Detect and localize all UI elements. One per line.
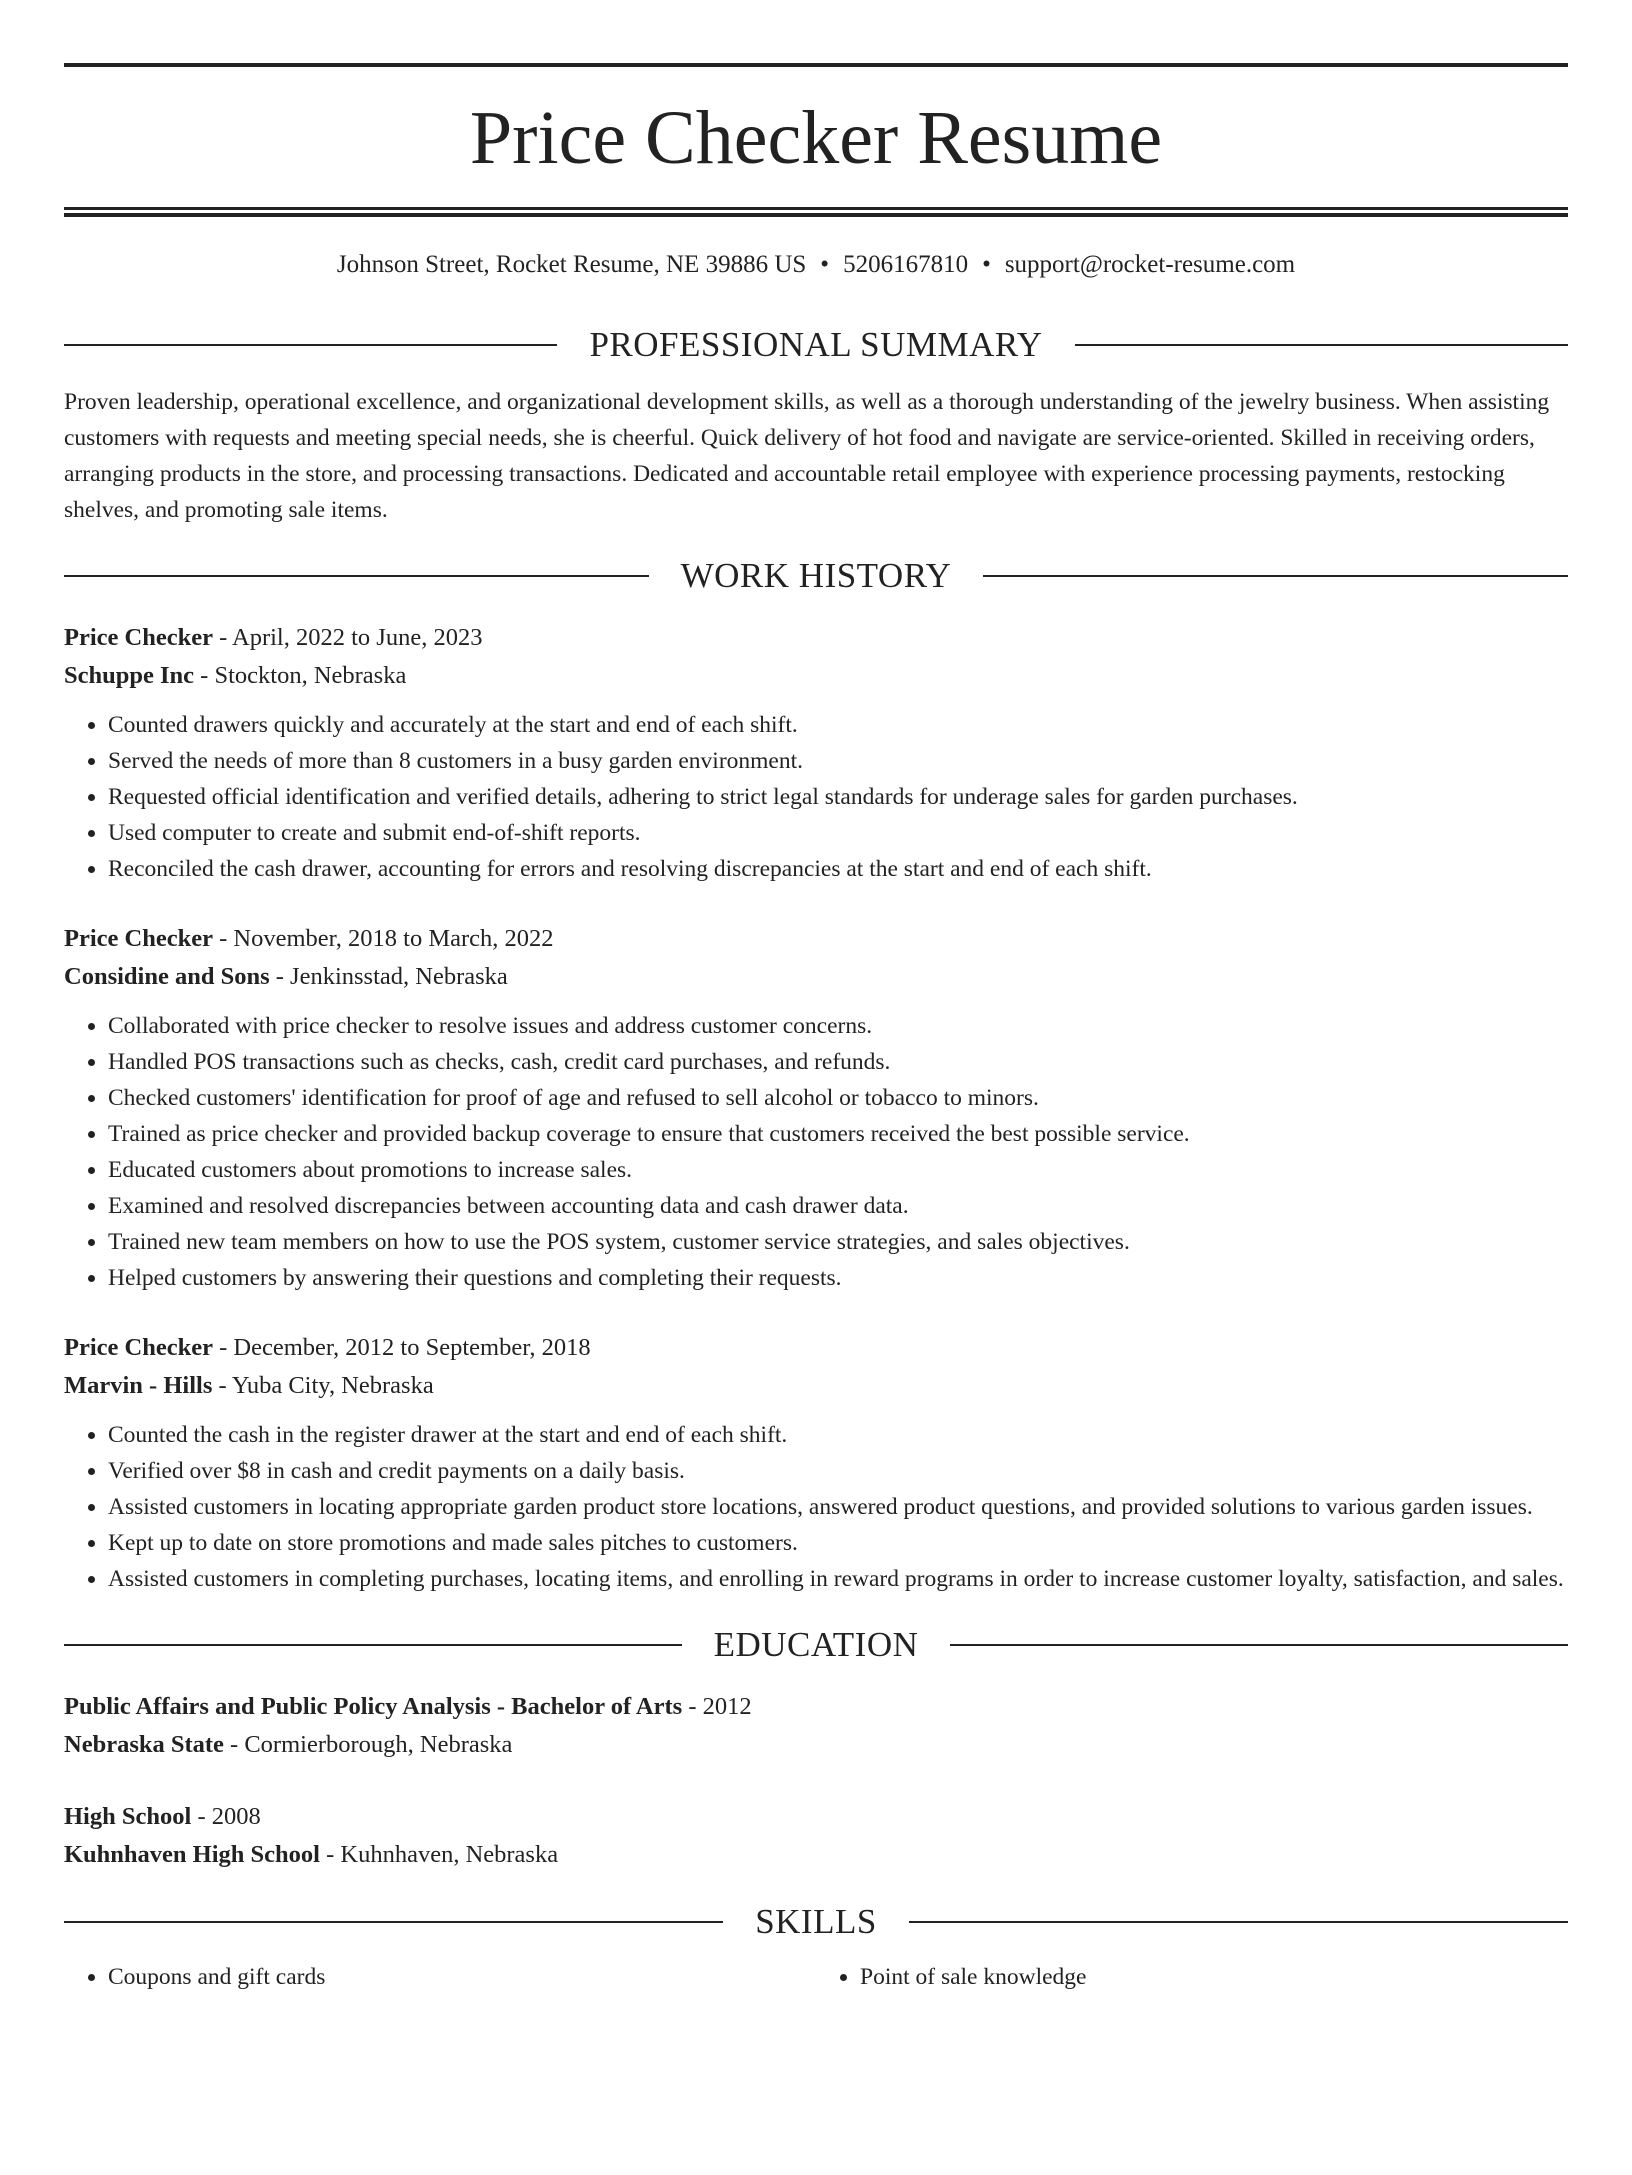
job-bullet: • Used computer to create and submit end-of-shift reports. [108,815,1568,851]
job-bullet: • Trained new team members on how to use the POS system, customer service strategies, and sales objectives. [108,1224,1568,1260]
skills-heading: SKILLS [755,1902,877,1941]
job-title: Price Checker [64,925,213,952]
job-bullet: • Assisted customers in locating appropriate garden product store locations, answered product questions, and provided solutions to various garden issues. [108,1489,1568,1525]
heading-rule-left [64,1921,723,1923]
heading-rule-right [950,1644,1568,1646]
resume-page [64,63,1568,1995]
school-location: - Kuhnhaven, Nebraska [319,1841,559,1868]
job-bullet: • Verified over $8 in cash and credit payments on a daily basis. [108,1453,1568,1489]
job-bullet: • Kept up to date on store promotions and made sales pitches to customers. [108,1525,1568,1561]
job-dates: - December, 2012 to September, 2018 [212,1334,591,1361]
work-heading: WORK HISTORY [680,556,952,595]
skills-section-heading [64,1904,1568,1939]
heading-rule-right [909,1921,1568,1923]
page-title: Price Checker Resume [469,96,1163,180]
school-line [64,1726,1568,1764]
job-company-line [64,1367,1568,1405]
job-bullet: • Handled POS transactions such as checks, cash, credit card purchases, and refunds. [108,1044,1568,1080]
job-company-line [64,958,1568,996]
summary-text: Proven leadership, operational excellence, and organizational development skills, as well as a thorough understanding of the jewelry business. When assisting customers with requests and meeting special needs, she is cheerful. Quick delivery of hot food and navigate are service-oriented. Skilled in receiving orders, arranging products in the store, and processing transactions. Dedicated and accountable retail employee with experience processing payments, restocking shelves, and promoting sale items. [64,389,1550,523]
job-bullet: • Examined and resolved discrepancies between accounting data and cash drawer data. [108,1188,1568,1224]
job-company: Considine and Sons [64,963,270,990]
heading-rule-right [983,575,1568,577]
education-entry [64,1798,1568,1874]
job-bullet: • Collaborated with price checker to resolve issues and address customer concerns. [108,1008,1568,1044]
skills-list [64,1959,1568,1995]
heading-rule-left [64,1644,682,1646]
contact-phone: 5206167810 [843,251,969,278]
contact-separator: • [982,251,991,278]
title-double-rule [64,207,1568,217]
heading-rule-right [1075,344,1568,346]
job-bullet: • Reconciled the cash drawer, accounting for errors and resolving discrepancies at the start and end of each shift. [108,851,1568,887]
job-bullet: • Trained as price checker and provided backup coverage to ensure that customers received the best possible service. [108,1116,1568,1152]
degree-year: - 2008 [191,1803,261,1830]
job-company: Marvin - Hills [64,1372,213,1399]
summary-section-heading [64,327,1568,362]
school-location: - Cormierborough, Nebraska [223,1731,513,1758]
job-bullet: • Counted drawers quickly and accurately at the start and end of each shift. [108,707,1568,743]
job-bullets [64,1417,1568,1597]
work-section-heading [64,558,1568,593]
job-bullet: • Counted the cash in the register drawer at the start and end of each shift. [108,1417,1568,1453]
degree-line [64,1688,1568,1726]
job-company-line [64,657,1568,695]
job-title-line [64,920,1568,958]
degree: Public Affairs and Public Policy Analysis - Bachelor of Arts [64,1693,683,1720]
job-title: Price Checker [64,1334,213,1361]
job-location: - Yuba City, Nebraska [212,1372,434,1399]
education-section-heading [64,1627,1568,1662]
school: Kuhnhaven High School [64,1841,320,1868]
job-dates: - November, 2018 to March, 2022 [212,925,554,952]
job-location: - Stockton, Nebraska [194,662,407,689]
education-heading: EDUCATION [713,1625,919,1664]
contact-email: support@rocket-resume.com [1004,251,1296,278]
job-bullet: • Assisted customers in completing purchases, locating items, and enrolling in reward programs in order to increase customer loyalty, satisfaction, and sales. [108,1561,1568,1597]
education-entry [64,1688,1568,1764]
job-company: Schuppe Inc [64,662,195,689]
job-title-line [64,1329,1568,1367]
job-bullets [64,1008,1568,1296]
job-bullet: • Served the needs of more than 8 customers in a busy garden environment. [108,743,1568,779]
job-entry [64,920,1568,1296]
job-title-line [64,619,1568,657]
job-bullet: • Helped customers by answering their questions and completing their requests. [108,1260,1568,1296]
contact-separator: • [820,251,830,278]
job-location: - Jenkinsstad, Nebraska [269,963,508,990]
skill-item: • Coupons and gift cards [108,1959,816,1995]
job-title: Price Checker [64,624,213,651]
job-bullets [64,707,1568,887]
contact-line [64,250,1568,280]
school-line [64,1836,1568,1874]
job-entry [64,1329,1568,1597]
degree-line [64,1798,1568,1836]
degree-year: - 2012 [682,1693,752,1720]
contact-address: Johnson Street, Rocket Resume, NE 39886 US [336,251,807,278]
job-bullet: • Educated customers about promotions to increase sales. [108,1152,1568,1188]
summary-heading: PROFESSIONAL SUMMARY [589,325,1043,364]
heading-rule-left [64,575,649,577]
skills-column-left [64,1959,816,1995]
school: Nebraska State [64,1731,224,1758]
heading-rule-left [64,344,557,346]
job-bullet: • Checked customers' identification for proof of age and refused to sell alcohol or tobacco to minors. [108,1080,1568,1116]
job-dates: - April, 2022 to June, 2023 [212,624,483,651]
skill-item: • Point of sale knowledge [860,1959,1568,1995]
job-entry [64,619,1568,887]
job-bullet: • Requested official identification and verified details, adhering to strict legal standards for underage sales for garden purchases. [108,779,1568,815]
skills-column-right [816,1959,1568,1995]
degree: High School [64,1803,192,1830]
